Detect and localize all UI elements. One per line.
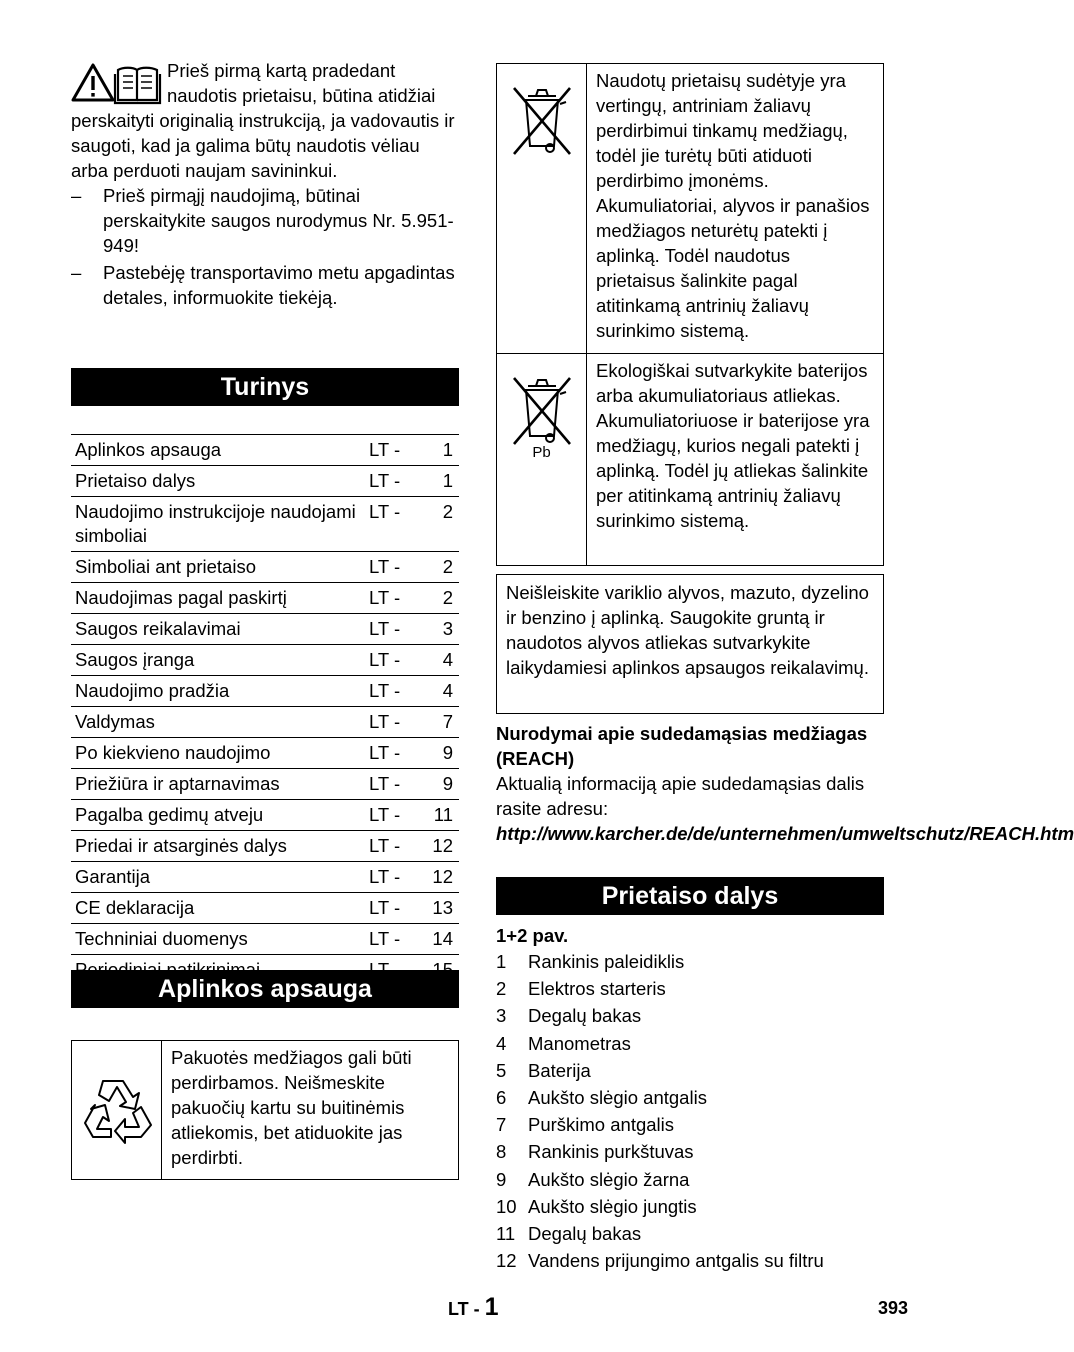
reach-heading: Nurodymai apie sudedamąsias medžiagas (REACH) — [496, 723, 868, 769]
reach-section — [496, 721, 1074, 846]
toc-entry[interactable] — [71, 769, 459, 800]
footer-section-ref — [448, 1293, 499, 1323]
part-label: Elektros starteris — [528, 978, 666, 1000]
toc-entry-prefix: LT - — [361, 614, 421, 645]
page-number: 393 — [878, 1298, 909, 1318]
toc-entry-page: 9 — [421, 738, 459, 769]
toc-entry-prefix: LT - — [361, 583, 421, 614]
warning-manual-icons — [71, 62, 161, 104]
part-item — [496, 1030, 884, 1057]
toc-entry-page: 7 — [421, 707, 459, 738]
part-item — [496, 1002, 884, 1029]
part-number: 12 — [496, 1250, 517, 1272]
toc-entry-prefix: LT - — [361, 707, 421, 738]
toc-entry[interactable] — [71, 893, 459, 924]
toc-entry-prefix: LT - — [361, 435, 421, 466]
reach-link[interactable]: http://www.karcher.de/de/unternehmen/umweltschutz/REACH.htm — [496, 823, 1074, 844]
part-item — [496, 948, 884, 975]
part-label: Manometras — [528, 1032, 631, 1054]
part-label: Aukšto slėgio jungtis — [528, 1195, 697, 1217]
toc-table — [71, 434, 459, 986]
intro-bullet: – Pastebėję transportavimo metu apgadintas detales, informuokite tiekėją. — [71, 260, 459, 310]
toc-entry-title: Techniniai duomenys — [71, 924, 361, 955]
toc-entry-prefix: LT - — [361, 862, 421, 893]
packaging-box — [71, 1040, 459, 1180]
toc-entry-title: Saugos įranga — [71, 645, 361, 676]
toc-entry-page: 11 — [421, 800, 459, 831]
toc-entry-title: CE deklaracija — [71, 893, 361, 924]
toc-entry-title: Garantija — [71, 862, 361, 893]
toc-entry-title: Po kiekvieno naudojimo — [71, 738, 361, 769]
toc-entry-page: 2 — [421, 583, 459, 614]
part-item — [496, 1084, 884, 1111]
toc-entry-title: Prietaiso dalys — [71, 466, 361, 497]
battery-text: Ekologiškai sutvarkykite baterijos arba akumuliatoriaus atliekas. Akumuliatoriuose ir baterijose yra medžiagų, kurios negali patekti į aplinką. Todėl jų atliekas šalinkite per atitinkamą antrinių žaliavų surinkimo sistemą. — [596, 360, 870, 531]
toc-entry-page: 3 — [421, 614, 459, 645]
toc-entry-title: Priežiūra ir aptarnavimas — [71, 769, 361, 800]
part-label: Degalų bakas — [528, 1005, 642, 1027]
intro-bullet: – Prieš pirmąjį naudojimą, būtinai perskaitykite saugos nurodymus Nr. 5.951-949! — [71, 183, 459, 258]
manual-book-icon — [115, 68, 160, 103]
part-item — [496, 975, 884, 1002]
part-label: Purškimo antgalis — [528, 1114, 675, 1136]
weee-text: Naudotų prietaisų sudėtyje yra vertingų, antriniam žaliavų perdirbimui tinkamų medžiagų, todėl jie turėtų būti atiduoti perdirbimo įmonėms. Akumuliatoriai, alyvos ir panašios medžiagos neturėtų patekti į aplinką. Todėl naudotus prietaisus šalinkite pagal atitinkamą antrinių žaliavų surinkimo sistemą. — [596, 70, 870, 341]
pb-label: Pb — [532, 444, 551, 461]
part-label: Vandens prijungimo antgalis su filtru — [528, 1250, 824, 1272]
crossed-bin-pb-icon — [510, 372, 574, 448]
part-item — [496, 1138, 884, 1165]
toc-entry-prefix: LT - — [361, 552, 421, 583]
toc-entry-prefix: LT - — [361, 738, 421, 769]
footer-section-page: 1 — [484, 1293, 499, 1321]
toc-entry-prefix: LT - — [361, 645, 421, 676]
toc-entry[interactable] — [71, 645, 459, 676]
toc-entry[interactable] — [71, 800, 459, 831]
toc-entry[interactable] — [71, 924, 459, 955]
toc-entry-page: 2 — [421, 552, 459, 583]
part-label: Rankinis paleidiklis — [528, 951, 685, 972]
toc-entry-page: 14 — [421, 924, 459, 955]
toc-entry-title: Naudojimo pradžia — [71, 676, 361, 707]
toc-entry[interactable] — [71, 552, 459, 583]
toc-entry-page: 12 — [421, 831, 459, 862]
warning-triangle-icon — [73, 65, 113, 100]
toc-entry-title: Simboliai ant prietaiso — [71, 552, 361, 583]
toc-entry[interactable] — [71, 583, 459, 614]
toc-entry-prefix: LT - — [361, 893, 421, 924]
packaging-text: Pakuotės medžiagos gali būti perdirbamos. Neišmeskite pakuočių kartu su buitinėmis atliekomis, bet atiduokite jas perdirbti. — [171, 1047, 412, 1168]
oil-box — [496, 574, 884, 714]
part-number: 8 — [496, 1141, 507, 1163]
toc-entry-page: 2 — [421, 497, 459, 552]
toc-entry[interactable] — [71, 738, 459, 769]
parts-heading: Prietaiso dalys — [496, 877, 884, 915]
part-number: 1 — [496, 951, 507, 972]
parts-figure-label: 1+2 pav. — [496, 925, 569, 946]
toc-entry-prefix: LT - — [361, 769, 421, 800]
toc-entry[interactable] — [71, 707, 459, 738]
part-label: Rankinis purkštuvas — [528, 1141, 694, 1163]
part-item — [496, 1111, 884, 1138]
toc-entry-title: Naudojimo instrukcijoje naudojami simboliai — [71, 497, 361, 552]
part-label: Degalų bakas — [528, 1223, 642, 1245]
toc-heading: Turinys — [71, 368, 459, 406]
part-number: 2 — [496, 978, 507, 1000]
part-label: Aukšto slėgio antgalis — [528, 1087, 707, 1109]
intro-section — [71, 58, 459, 312]
environment-heading: Aplinkos apsauga — [71, 970, 459, 1008]
toc-entry[interactable] — [71, 862, 459, 893]
part-item — [496, 1220, 884, 1247]
toc-entry-title: Pagalba gedimų atveju — [71, 800, 361, 831]
part-item — [496, 1057, 884, 1084]
toc-entry-page: 9 — [421, 769, 459, 800]
parts-list — [496, 948, 884, 1274]
part-number: 7 — [496, 1114, 507, 1136]
part-number: 11 — [496, 1223, 516, 1245]
part-number: 10 — [496, 1195, 517, 1217]
part-item — [496, 1166, 884, 1193]
intro-bullets — [71, 183, 459, 310]
toc-entry[interactable] — [71, 435, 459, 466]
toc-entry-title: Naudojimas pagal paskirtį — [71, 583, 361, 614]
reach-text: Aktualią informaciją apie sudedamąsias dalis rasite adresu: — [496, 773, 865, 819]
toc-entry-title: Priedai ir atsarginės dalys — [71, 831, 361, 862]
part-number: 6 — [496, 1087, 507, 1109]
toc-entry-page: 1 — [421, 466, 459, 497]
toc-entry[interactable] — [71, 497, 459, 552]
part-number: 5 — [496, 1059, 507, 1081]
toc-entry-title: Saugos reikalavimai — [71, 614, 361, 645]
part-number: 4 — [496, 1032, 507, 1054]
toc-entry-page: 4 — [421, 645, 459, 676]
toc-entry-page: 13 — [421, 893, 459, 924]
toc-entry-title: Aplinkos apsauga — [71, 435, 361, 466]
part-number: 3 — [496, 1005, 507, 1027]
part-label: Aukšto slėgio žarna — [528, 1168, 690, 1190]
part-item — [496, 1193, 884, 1220]
toc-entry-page: 12 — [421, 862, 459, 893]
battery-row — [497, 354, 883, 566]
oil-text: Neišleiskite variklio alyvos, mazuto, dyzelino ir benzino į aplinką. Saugokite gruntą ir naudotos alyvos atliekas sutvarkykite laikydamiesi aplinkos apsaugos reikalavimų. — [506, 582, 869, 678]
part-label: Baterija — [528, 1059, 591, 1081]
toc-entry-title: Valdymas — [71, 707, 361, 738]
toc-entry-prefix: LT - — [361, 924, 421, 955]
toc-entry[interactable] — [71, 614, 459, 645]
crossed-bin-icon — [510, 82, 574, 158]
toc-entry-prefix: LT - — [361, 676, 421, 707]
toc-entry-prefix: LT - — [361, 466, 421, 497]
footer-lang-prefix: LT - — [448, 1299, 480, 1319]
toc-entry-page: 4 — [421, 676, 459, 707]
recycle-icon — [79, 1073, 155, 1147]
toc-entry-prefix: LT - — [361, 497, 421, 552]
disposal-table — [496, 63, 884, 566]
toc-entry-page: 1 — [421, 435, 459, 466]
weee-row — [497, 64, 883, 354]
part-item — [496, 1247, 884, 1274]
toc-entry[interactable] — [71, 676, 459, 707]
toc-entry-prefix: LT - — [361, 831, 421, 862]
toc-entry[interactable] — [71, 831, 459, 862]
part-number: 9 — [496, 1168, 507, 1190]
toc-entry[interactable] — [71, 466, 459, 497]
intro-text: Prieš pirmą kartą pradedant naudotis prietaisu, būtina atidžiai perskaityti originalią instrukciją, ja vadovautis ir saugoti, kad ja galima būtų naudotis vėliau arba perduoti naujam savininkui. — [71, 60, 455, 181]
toc-entry-prefix: LT - — [361, 800, 421, 831]
parts-section — [496, 923, 884, 1274]
